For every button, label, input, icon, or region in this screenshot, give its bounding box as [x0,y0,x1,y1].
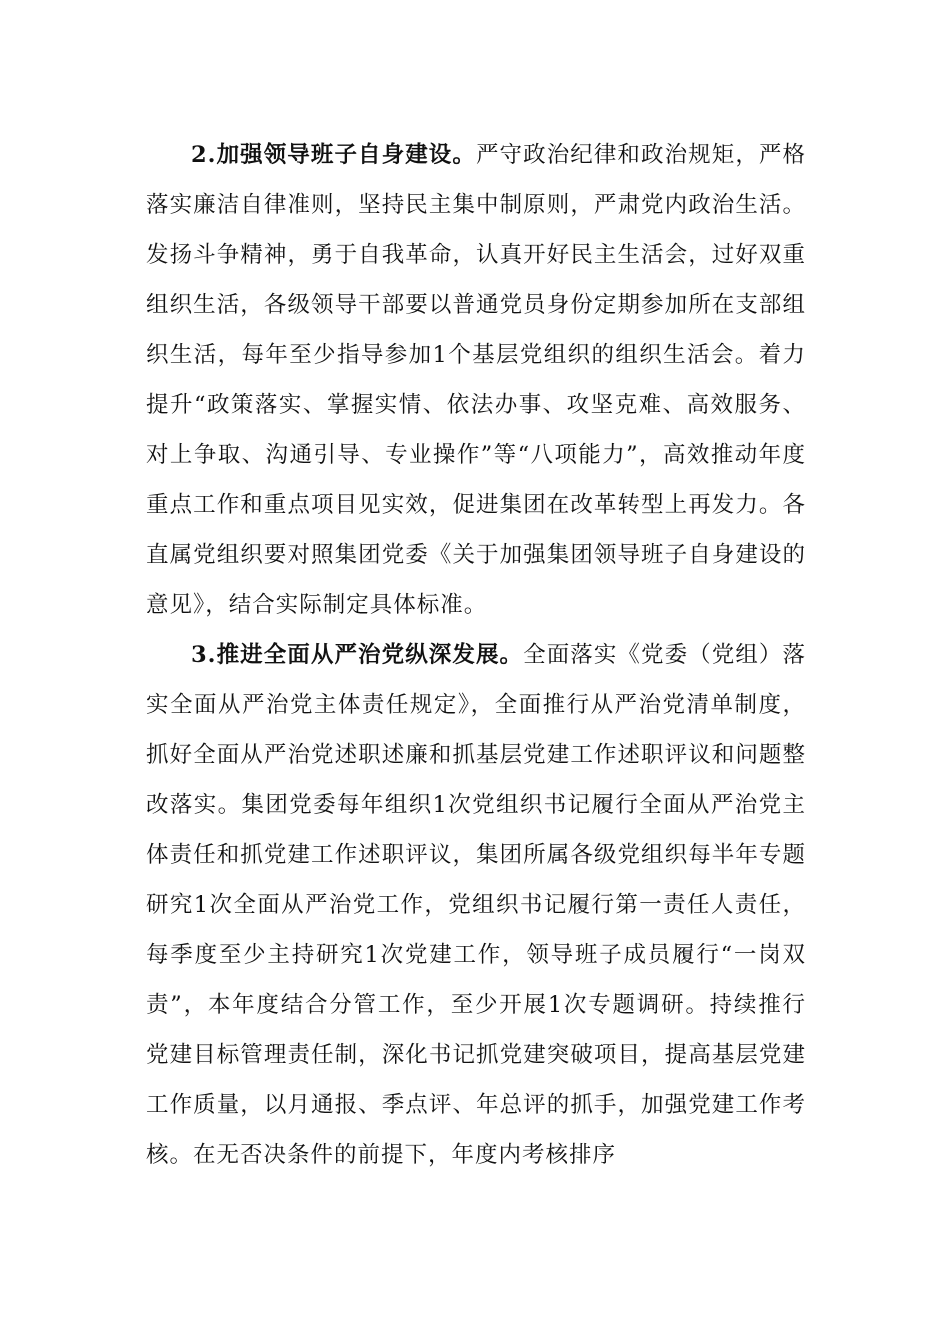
paragraph-party-discipline [146,630,806,1180]
paragraph-text: 全面落实《党委（党组）落实全面从严治党主体责任规定》，全面推行从严治党清单制度，抓好全面从严治党述职述廉和抓基层党建工作述职评议和问题整改落实。集团党委每年组织1次党组织书记履行全面从严治党主体责任和抓党建工作述职评议，集团所属各级党组织每半年专题研究1次全面从严治党工作，党组织书记履行第一责任人责任，每季度至少主持研究1次党建工作，领导班子成员履行“一岗双责”，本年度结合分管工作，至少开展1次专题调研。持续推行党建目标管理责任制，深化书记抓党建突破项目，提高基层党建工作质量，以月通报、季点评、年总评的抓手，加强党建工作考核。在无否决条件的前提下，年度内考核排序 [146,642,806,1168]
document-body [146,130,806,1180]
paragraph-heading: 3.推进全面从严治党纵深发展。 [191,642,524,668]
paragraph-text: 严守政治纪律和政治规矩，严格落实廉洁自律准则，坚持民主集中制原则，严肃党内政治生活。发扬斗争精神，勇于自我革命，认真开好民主生活会，过好双重组织生活，各级领导干部要以普通党员身份定期参加所在支部组织生活，每年至少指导参加1个基层党组织的组织生活会。着力提升“政策落实、掌握实情、依法办事、攻坚克难、高效服务、对上争取、沟通引导、专业操作”等“八项能力”，高效推动年度重点工作和重点项目见实效，促进集团在改革转型上再发力。各直属党组织要对照集团党委《关于加强集团领导班子自身建设的意见》，结合实际制定具体标准。 [146,142,806,618]
paragraph-heading: 2.加强领导班子自身建设。 [191,142,476,168]
paragraph-leadership-building [146,130,806,630]
